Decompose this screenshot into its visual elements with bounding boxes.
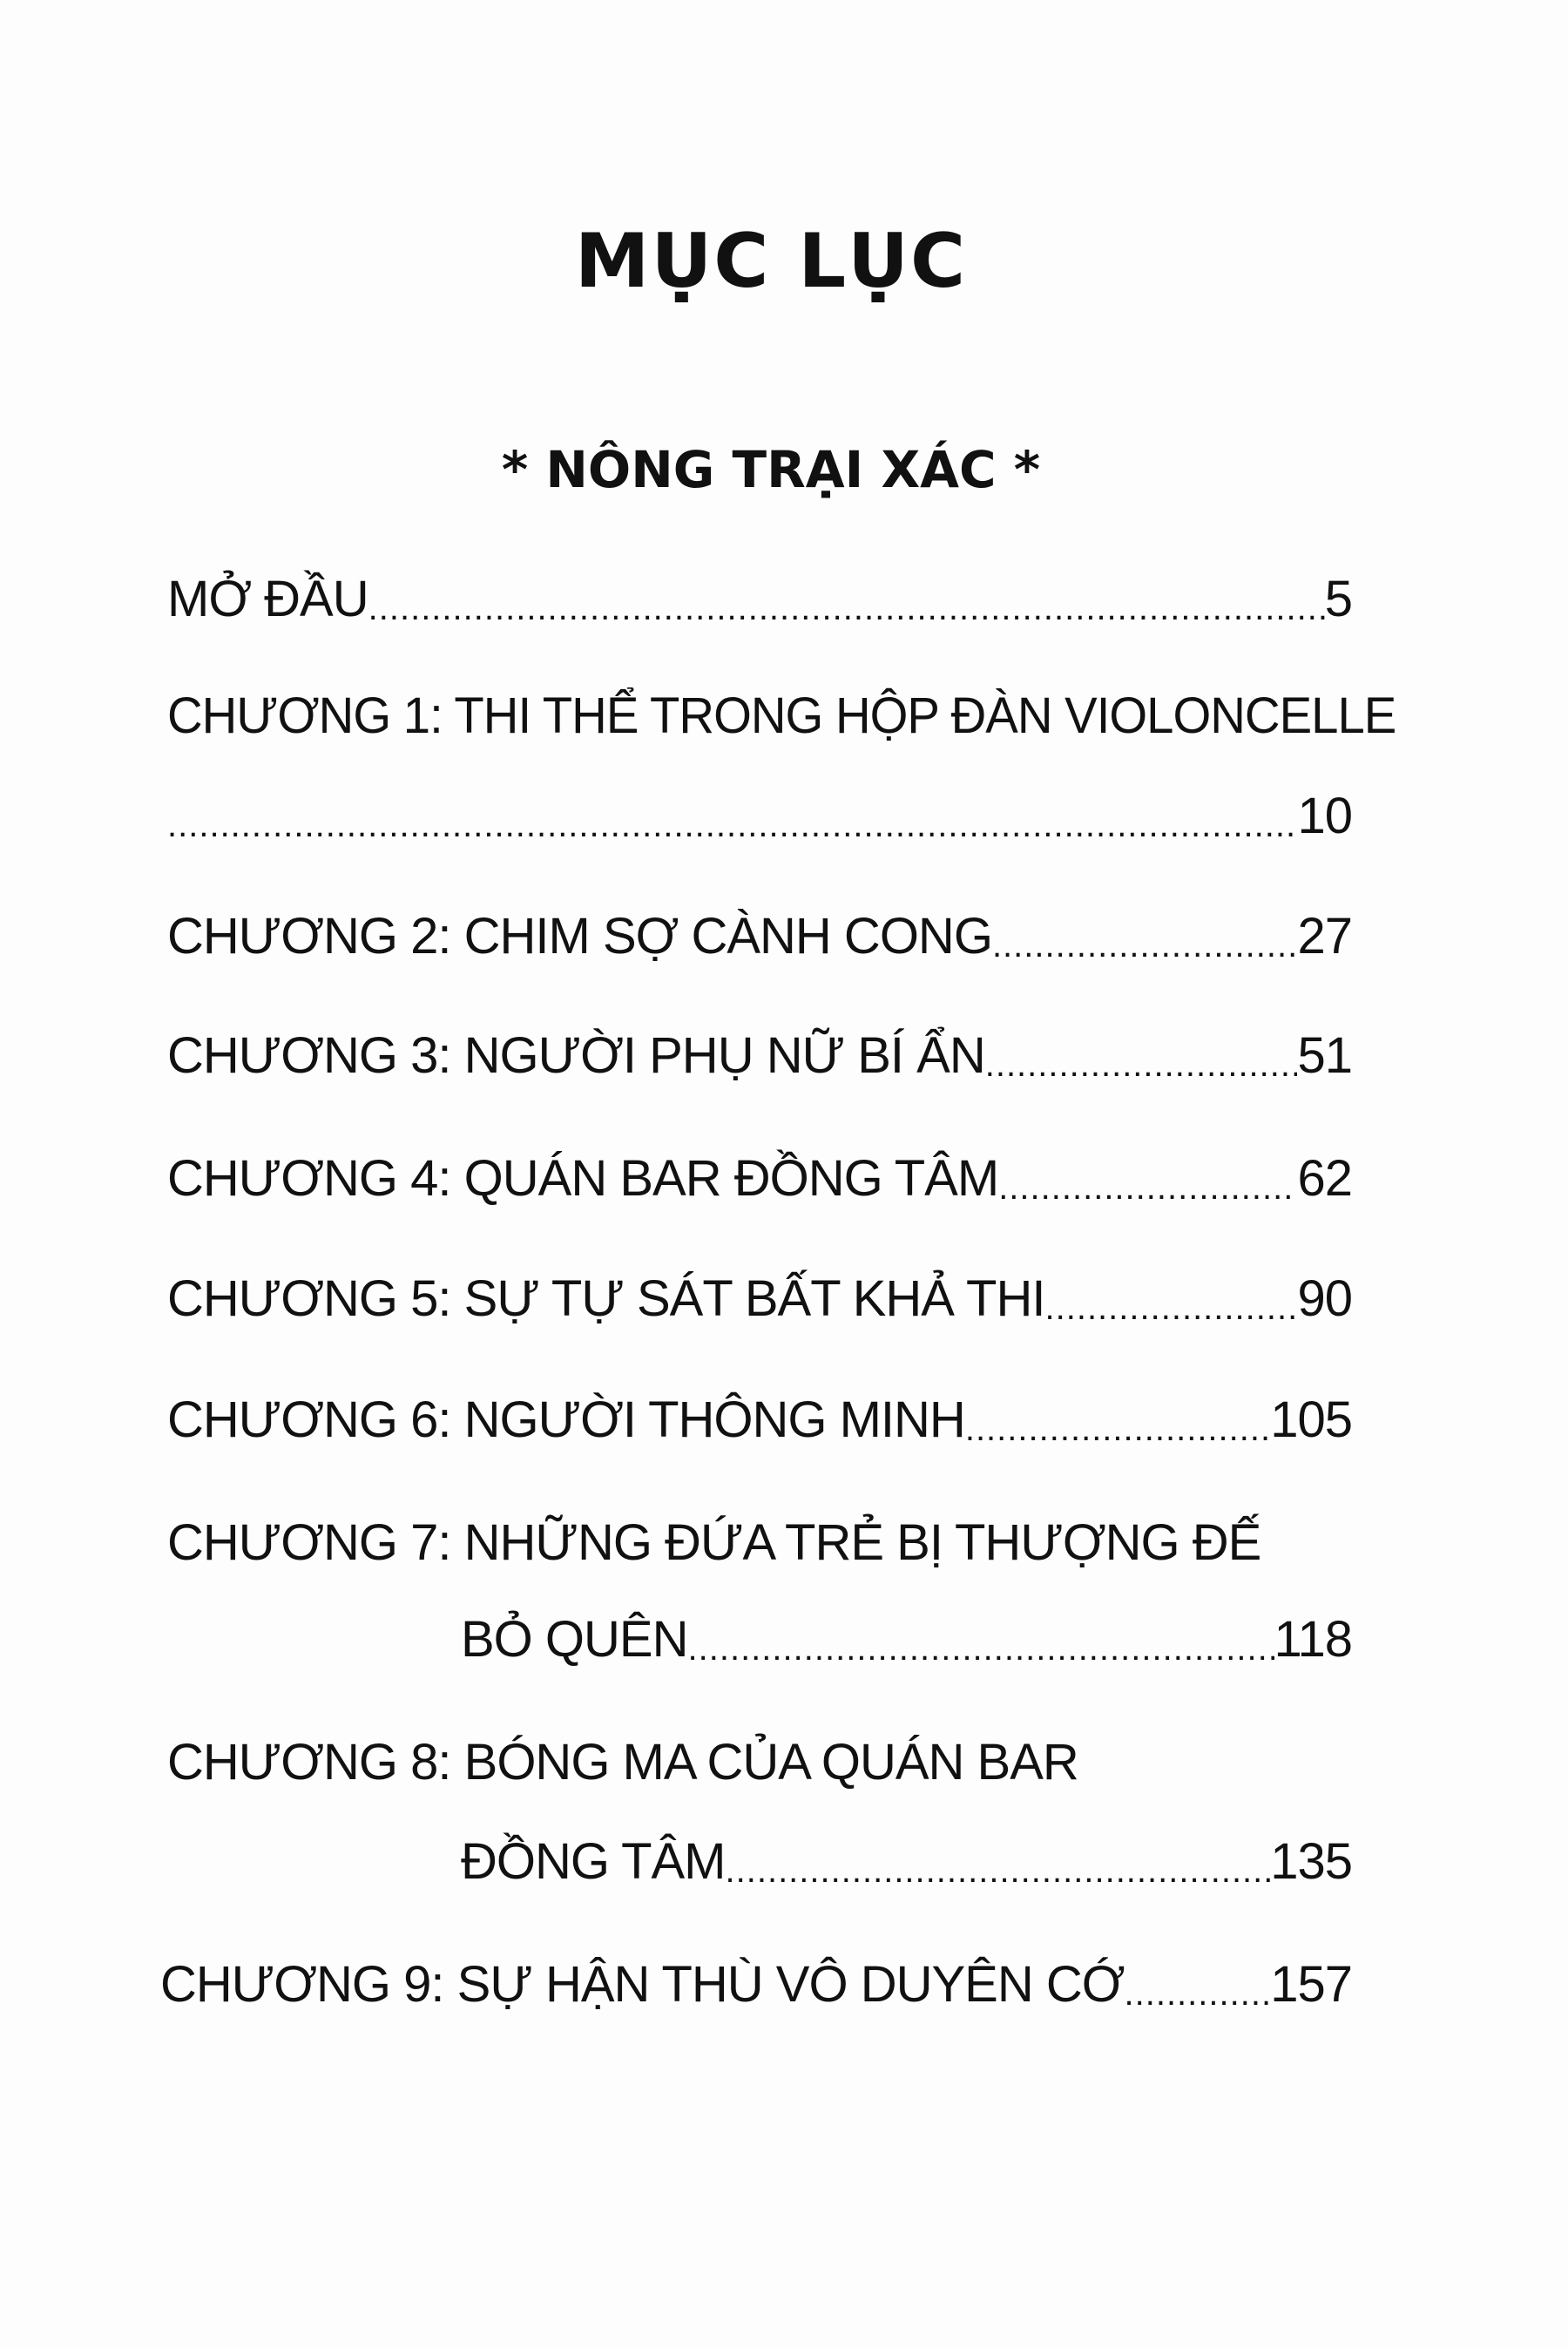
toc-entry-label: CHƯƠNG 8: BÓNG MA CỦA QUÁN BAR — [167, 1734, 1078, 1791]
toc-entry-label: CHƯƠNG 9: SỰ HẬN THÙ VÔ DUYÊN CỚ — [160, 1956, 1125, 2013]
toc-entry-label: CHƯƠNG 2: CHIM SỢ CÀNH CONG — [167, 908, 992, 965]
toc-entry[interactable] — [167, 1144, 1352, 1214]
toc-entry-label-continuation: ĐỒNG TÂM — [461, 1833, 726, 1890]
dot-leader — [688, 1605, 1274, 1675]
toc-entry-page: 51 — [1297, 1027, 1352, 1084]
toc-entry-page: 157 — [1270, 1956, 1352, 2013]
toc-entry-label: CHƯƠNG 7: NHỮNG ĐỨA TRẺ BỊ THƯỢNG ĐẾ — [167, 1514, 1261, 1571]
toc-entry-label: CHƯƠNG 3: NGƯỜI PHỤ NỮ BÍ ẨN — [167, 1027, 985, 1084]
toc-entry[interactable] — [167, 1508, 1352, 1578]
toc-entry-page: 105 — [1270, 1391, 1352, 1448]
toc-entry[interactable] — [167, 1264, 1352, 1334]
dot-leader — [368, 565, 1325, 634]
dot-leader — [726, 1827, 1271, 1897]
dot-leader — [167, 782, 1297, 851]
toc-entry-page: 62 — [1297, 1150, 1352, 1207]
toc-entry-continuation[interactable] — [167, 782, 1352, 851]
toc-entry-continuation[interactable] — [461, 1827, 1352, 1897]
toc-entry-page: 27 — [1297, 908, 1352, 965]
toc-entry-label: CHƯƠNG 1: THI THỂ TRONG HỘP ĐÀN VIOLONCELLE — [167, 687, 1396, 744]
dot-leader — [985, 1021, 1298, 1091]
toc-entry[interactable] — [167, 681, 1396, 751]
toc-entry-page: 5 — [1324, 571, 1352, 627]
toc-entry-page: 90 — [1297, 1270, 1352, 1327]
toc-entry[interactable] — [167, 902, 1352, 971]
toc-entry-label: CHƯƠNG 6: NGƯỜI THÔNG MINH — [167, 1391, 965, 1448]
dot-leader — [1044, 1264, 1297, 1334]
page-title: MỤC LỤC — [574, 218, 968, 305]
toc-entry[interactable] — [167, 1728, 1352, 1797]
toc-entry-label: CHƯƠNG 4: QUÁN BAR ĐỒNG TÂM — [167, 1150, 999, 1207]
toc-entry[interactable] — [167, 1021, 1352, 1091]
dot-leader — [998, 1144, 1297, 1214]
toc-entry-label: MỞ ĐẦU — [167, 571, 368, 627]
dot-leader — [992, 902, 1298, 971]
toc-entry-continuation[interactable] — [461, 1605, 1352, 1675]
dot-leader — [965, 1385, 1270, 1455]
section-title: * NÔNG TRẠI XÁC * — [501, 440, 1041, 499]
toc-entry-label: CHƯƠNG 5: SỰ TỰ SÁT BẤT KHẢ THI — [167, 1270, 1045, 1327]
toc-entry-page: 118 — [1274, 1611, 1352, 1668]
toc-entry-page: 135 — [1270, 1833, 1352, 1890]
toc-entry-label-continuation: BỎ QUÊN — [461, 1611, 688, 1668]
toc-entry[interactable] — [167, 565, 1352, 634]
toc-entry[interactable] — [160, 1950, 1352, 2020]
dot-leader — [1124, 1950, 1270, 2020]
toc-entry-page: 10 — [1297, 788, 1352, 844]
toc-entry[interactable] — [167, 1385, 1352, 1455]
